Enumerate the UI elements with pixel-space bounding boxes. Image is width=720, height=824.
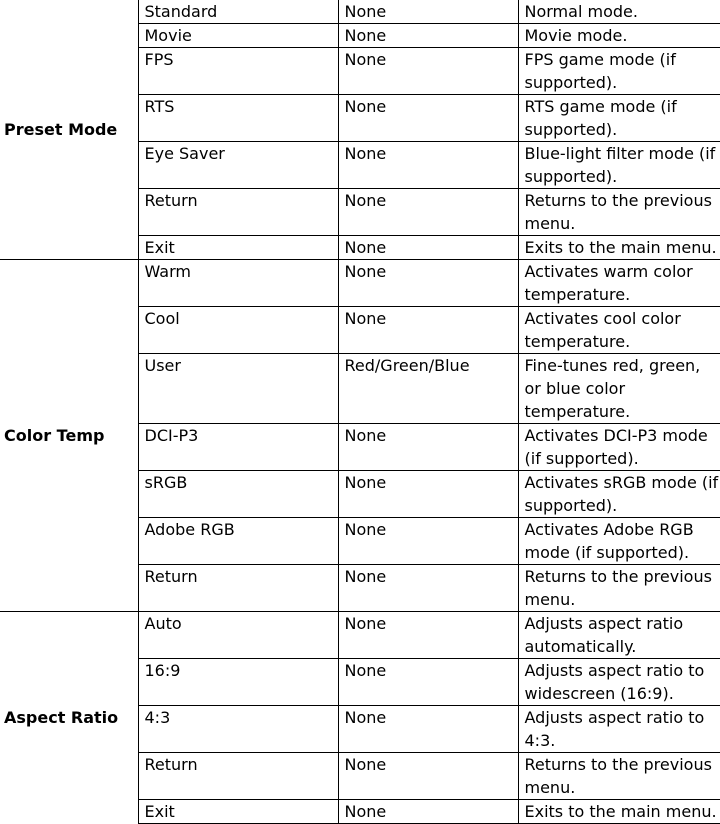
- menu-item-cell: Cool: [138, 307, 338, 354]
- table-row: [0, 260, 720, 307]
- description-cell: FPS game mode (if supported).: [518, 48, 720, 95]
- menu-item-cell: Warm: [138, 260, 338, 307]
- sub-option-cell: None: [338, 307, 518, 354]
- menu-item-cell: Eye Saver: [138, 142, 338, 189]
- description-cell: Adjusts aspect ratio to widescreen (16:9).: [518, 659, 720, 706]
- sub-option-cell: None: [338, 800, 518, 824]
- sub-option-cell: None: [338, 518, 518, 565]
- menu-item-cell: Exit: [138, 800, 338, 824]
- sub-option-cell: None: [338, 24, 518, 48]
- sub-option-cell: None: [338, 0, 518, 24]
- menu-item-cell: DCI-P3: [138, 424, 338, 471]
- group-label: Preset Mode: [4, 120, 118, 139]
- menu-item-cell: Return: [138, 189, 338, 236]
- description-cell: Exits to the main menu.: [518, 800, 720, 824]
- sub-option-cell: None: [338, 706, 518, 753]
- table-row: [0, 612, 720, 659]
- table-row: [0, 0, 720, 24]
- sub-option-cell: None: [338, 565, 518, 612]
- sub-option-cell: None: [338, 189, 518, 236]
- description-cell: Fine-tunes red, green, or blue color temperature.: [518, 354, 720, 424]
- description-cell: RTS game mode (if supported).: [518, 95, 720, 142]
- menu-item-cell: User: [138, 354, 338, 424]
- menu-item-cell: FPS: [138, 48, 338, 95]
- sub-option-cell: None: [338, 142, 518, 189]
- sub-option-cell: None: [338, 753, 518, 800]
- menu-item-cell: Adobe RGB: [138, 518, 338, 565]
- description-cell: Blue-light filter mode (if supported).: [518, 142, 720, 189]
- sub-option-cell: None: [338, 260, 518, 307]
- description-cell: Activates sRGB mode (if supported).: [518, 471, 720, 518]
- menu-item-cell: Auto: [138, 612, 338, 659]
- description-cell: Exits to the main menu.: [518, 236, 720, 260]
- menu-item-cell: RTS: [138, 95, 338, 142]
- description-cell: Adjusts aspect ratio automatically.: [518, 612, 720, 659]
- menu-item-cell: 4:3: [138, 706, 338, 753]
- description-cell: Activates DCI-P3 mode (if supported).: [518, 424, 720, 471]
- description-cell: Activates Adobe RGB mode (if supported).: [518, 518, 720, 565]
- sub-option-cell: None: [338, 236, 518, 260]
- description-cell: Returns to the previous menu.: [518, 565, 720, 612]
- description-cell: Movie mode.: [518, 24, 720, 48]
- group-label: Color Temp: [0, 260, 138, 612]
- description-cell: Returns to the previous menu.: [518, 189, 720, 236]
- description-cell: Normal mode.: [518, 0, 720, 24]
- menu-item-cell: sRGB: [138, 471, 338, 518]
- group-label: Aspect Ratio: [0, 612, 138, 824]
- description-cell: Adjusts aspect ratio to 4:3.: [518, 706, 720, 753]
- menu-item-cell: Return: [138, 753, 338, 800]
- sub-option-cell: None: [338, 659, 518, 706]
- sub-option-cell: None: [338, 424, 518, 471]
- sub-option-cell: None: [338, 48, 518, 95]
- menu-item-cell: Movie: [138, 24, 338, 48]
- sub-option-cell: None: [338, 95, 518, 142]
- description-cell: Returns to the previous menu.: [518, 753, 720, 800]
- sub-option-cell: Red/Green/Blue: [338, 354, 518, 424]
- menu-item-cell: Standard: [138, 0, 338, 24]
- sub-option-cell: None: [338, 471, 518, 518]
- menu-item-cell: Return: [138, 565, 338, 612]
- description-cell: Activates warm color temperature.: [518, 260, 720, 307]
- menu-item-cell: Exit: [138, 236, 338, 260]
- description-cell: Activates cool color temperature.: [518, 307, 720, 354]
- menu-item-cell: 16:9: [138, 659, 338, 706]
- sub-option-cell: None: [338, 612, 518, 659]
